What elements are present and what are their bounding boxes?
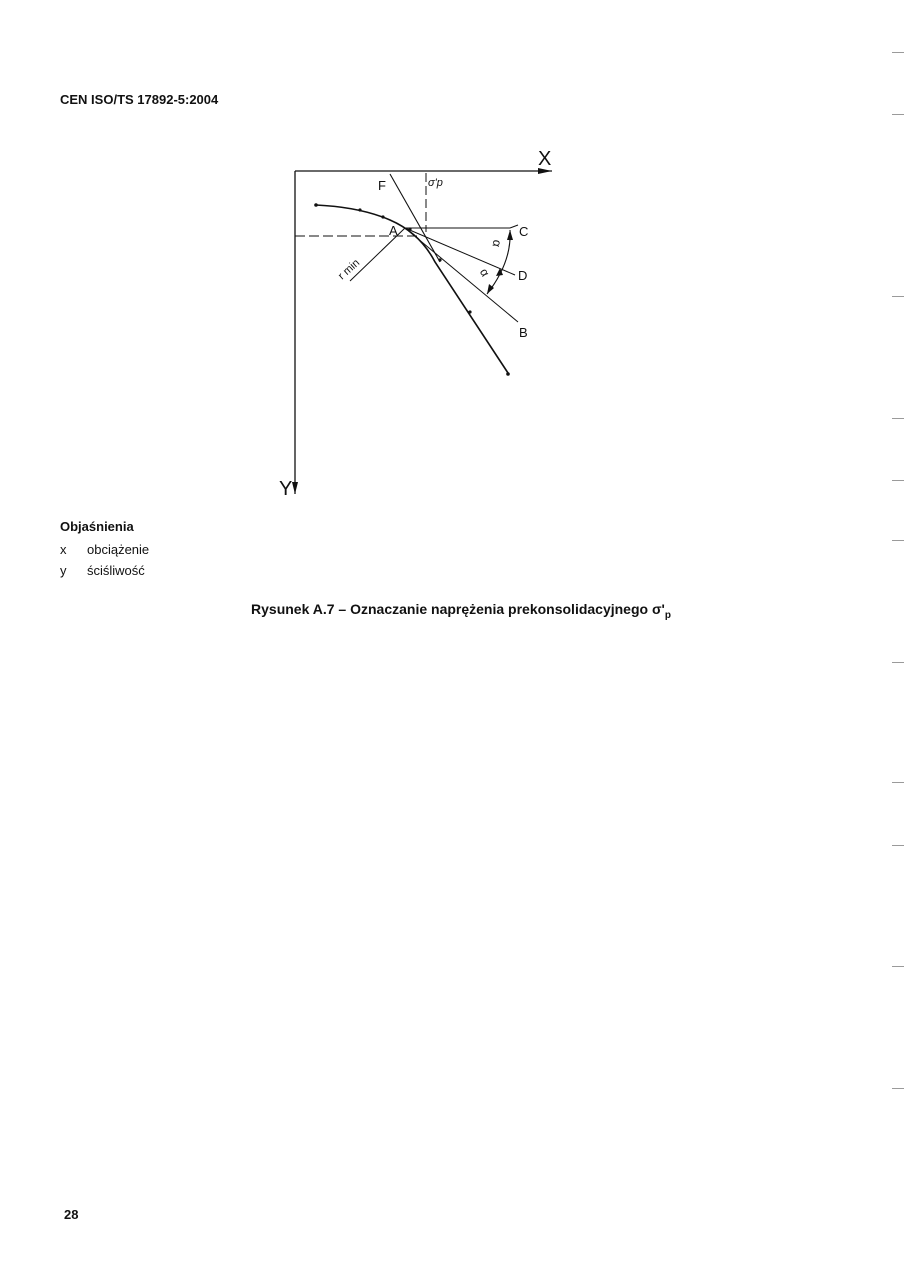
legend-symbol: x — [60, 542, 67, 557]
label-sigma: σ'p — [428, 177, 443, 189]
legend — [60, 519, 149, 581]
x-axis-label: X — [538, 148, 552, 170]
legend-text: ściśliwość — [87, 563, 145, 578]
curve-point — [358, 208, 361, 211]
label-B: B — [519, 325, 528, 340]
line-D — [405, 228, 515, 275]
legend-text: obciążenie — [87, 542, 150, 557]
legend-heading: Objaśnienia — [60, 519, 134, 534]
y-axis-label: Y — [279, 478, 293, 500]
label-F: F — [378, 178, 386, 193]
label-rmin: r min — [335, 256, 363, 283]
label-alpha-1: α — [489, 238, 505, 249]
caption-text: Rysunek A.7 – Oznaczanie naprężenia prekonsolidacyjnego σ' — [251, 601, 665, 617]
label-alpha-2: α — [476, 266, 493, 280]
scan-margin-marks — [864, 0, 904, 1285]
curve-point — [506, 372, 510, 376]
arc-arrow-top — [507, 230, 513, 240]
compression-curve — [316, 205, 508, 373]
curve-point — [468, 310, 471, 313]
legend-symbol: y — [60, 563, 67, 578]
document-header: CEN ISO/TS 17892-5:2004 — [60, 92, 219, 107]
caption-subscript: p — [664, 609, 671, 621]
label-D: D — [518, 268, 528, 283]
curve-point — [381, 215, 384, 218]
legend-row — [60, 560, 149, 581]
figure-caption — [0, 601, 922, 621]
legend-row — [60, 539, 149, 560]
y-axis-arrow — [292, 482, 298, 494]
page-number: 28 — [64, 1207, 79, 1222]
tick-C — [510, 225, 518, 228]
label-C: C — [519, 224, 529, 239]
label-A: A — [389, 223, 398, 238]
curve-point — [314, 203, 318, 207]
